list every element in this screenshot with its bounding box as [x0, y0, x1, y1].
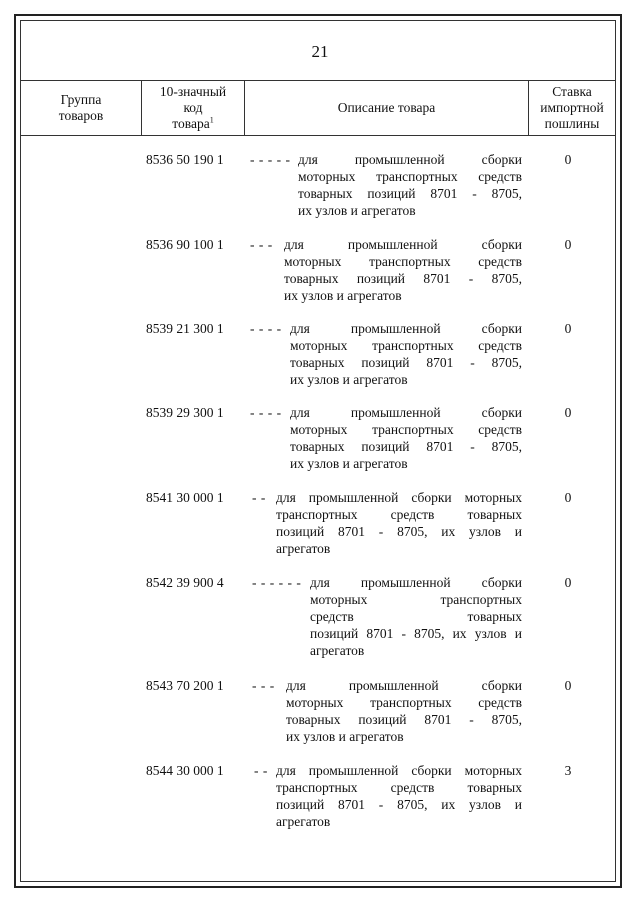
tariff-code: 8536 90 100 1 — [146, 237, 224, 252]
footnote-marker: 1 — [209, 115, 214, 124]
description: для промышленной сборки моторных транспортных средств товарных позиций 8701 - 8705, их узлов и агрегатов — [310, 575, 522, 658]
column-header-group: Группа товаров — [58, 91, 104, 123]
table-header-bottom-rule — [21, 135, 615, 136]
import-duty-rate: 0 — [564, 152, 572, 167]
hierarchy-dashes: - - - — [250, 237, 273, 252]
import-duty-rate: 3 — [564, 763, 572, 778]
column-header-description: Описание товара — [337, 99, 436, 115]
column-header-rate: Ставка импортной пошлины — [540, 83, 604, 131]
description: для промышленной сборки моторных транспортных средств товарных позиций 8701 - 8705, их узлов и агрегатов — [290, 321, 522, 387]
column-header-code: 10-значный код товара$^1$ — [159, 83, 227, 131]
hierarchy-dashes: - - — [252, 490, 266, 505]
tariff-code: 8543 70 200 1 — [146, 678, 224, 693]
tariff-code: 8536 50 190 1 — [146, 152, 224, 167]
description: для промышленной сборки моторных транспортных средств товарных позиций 8701 - 8705, их узлов и агрегатов — [298, 152, 522, 218]
description: для промышленной сборки моторных транспортных средств товарных позиций 8701 - 8705, их узлов и агрегатов — [290, 405, 522, 471]
description: для промышленной сборки моторных транспортных средств товарных позиций 8701 - 8705, их узлов и агрегатов — [276, 490, 522, 556]
hierarchy-dashes: - - - - — [250, 405, 282, 420]
tariff-code: 8539 29 300 1 — [146, 405, 224, 420]
import-duty-rate: 0 — [564, 237, 572, 252]
hierarchy-dashes: - - - - — [250, 321, 282, 336]
hierarchy-dashes: - - - - - — [250, 152, 291, 167]
import-duty-rate: 0 — [564, 575, 572, 590]
import-duty-rate: 0 — [564, 405, 572, 420]
import-duty-rate: 0 — [564, 321, 572, 336]
hierarchy-dashes: - - - - - - — [252, 575, 302, 590]
tariff-code: 8544 30 000 1 — [146, 763, 224, 778]
description: для промышленной сборки моторных транспортных средств товарных позиций 8701 - 8705, их узлов и агрегатов — [276, 763, 522, 829]
import-duty-rate: 0 — [564, 490, 572, 505]
import-duty-rate: 0 — [564, 678, 572, 693]
description: для промышленной сборки моторных транспортных средств товарных позиций 8701 - 8705, их узлов и агрегатов — [286, 678, 522, 744]
description: для промышленной сборки моторных транспортных средств товарных позиций 8701 - 8705, их узлов и агрегатов — [284, 237, 522, 303]
page-number: 21 — [311, 42, 329, 61]
tariff-code: 8542 39 900 4 — [146, 575, 224, 590]
tariff-code: 8541 30 000 1 — [146, 490, 224, 505]
hierarchy-dashes: - - — [254, 763, 268, 778]
hierarchy-dashes: - - - — [252, 678, 275, 693]
tariff-code: 8539 21 300 1 — [146, 321, 224, 336]
